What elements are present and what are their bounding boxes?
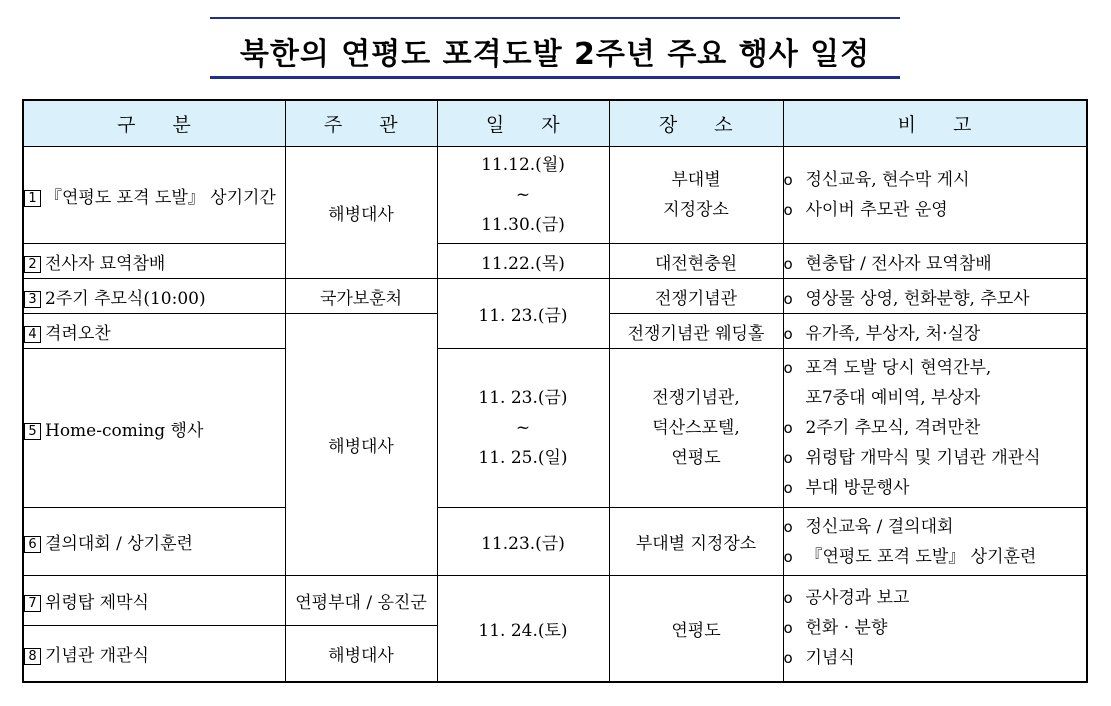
host-label: 연평부대 / 옹진군 [295, 593, 427, 613]
date-line: 11. 25.(일) [478, 448, 568, 468]
row-host [285, 576, 437, 626]
remark-text: 정신교육 / 결의대회 [805, 516, 954, 537]
title-top-rule [210, 17, 900, 19]
date-line: 11.12.(월) [481, 155, 565, 175]
row-category [23, 147, 285, 244]
row-remarks [783, 147, 1087, 244]
table-row [23, 147, 1087, 244]
place-line: 대전현충원 [654, 253, 738, 274]
item-number: 4 [24, 326, 41, 343]
table-row [23, 244, 1087, 279]
table-row [23, 279, 1087, 314]
remark-text: 포7중대 예비역, 부상자 [805, 388, 981, 408]
place-line: 지정장소 [663, 200, 729, 220]
date-line: ~ [515, 418, 531, 438]
remark-item [784, 443, 1087, 473]
header-host: 주 관 [285, 100, 437, 147]
remark-item [784, 473, 1087, 503]
row-place [609, 244, 783, 279]
row-host [285, 279, 437, 314]
row-place [609, 508, 783, 576]
remark-text: 유가족, 부상자, 처·실장 [805, 323, 981, 344]
remark-text: 현충탑 / 전사자 묘역참배 [805, 253, 992, 274]
circle-bullet-icon: o [783, 619, 793, 638]
place-line: 덕산스포텔, [652, 418, 740, 438]
row-place [609, 279, 783, 314]
date-line: 11.23.(금) [481, 534, 565, 554]
date-line: 11.30.(금) [481, 215, 565, 235]
page-title: 북한의 연평도 포격도발 2주년 주요 행사 일정 [239, 37, 871, 72]
place-line: 전쟁기념관 [654, 288, 738, 309]
host-label: 국가보훈처 [319, 288, 403, 309]
circle-bullet-icon: o [783, 289, 793, 308]
remark-item [784, 512, 1087, 542]
row-category [23, 314, 285, 349]
remark-item [784, 643, 1087, 673]
item-number: 1 [24, 190, 41, 207]
remark-text: 헌화 · 분향 [805, 618, 888, 639]
remark-text: 기념식 [805, 648, 855, 669]
item-number: 6 [24, 536, 41, 553]
place-line: 연평도 [671, 620, 721, 641]
remark-text: 『연평도 포격 도발』 상기훈련 [805, 546, 1037, 567]
category-label: Home-coming 행사 [45, 420, 204, 441]
circle-bullet-icon: o [783, 201, 793, 219]
row-remarks [783, 508, 1087, 576]
item-number: 8 [24, 648, 41, 665]
remark-text: 위령탑 개막식 및 기념관 개관식 [805, 448, 1041, 468]
circle-bullet-icon: o [783, 449, 793, 467]
circle-bullet-icon: o [783, 517, 793, 536]
remark-text: 포격 도발 당시 현역간부, [805, 358, 992, 378]
circle-bullet-icon: o [783, 359, 793, 377]
remark-item [784, 383, 1087, 413]
place-line: 전쟁기념관, [652, 388, 740, 408]
category-label: 결의대회 / 상기훈련 [45, 534, 193, 554]
place-line: 연평도 [671, 448, 721, 468]
row-category [23, 576, 285, 626]
remark-text: 부대 방문행사 [805, 478, 910, 498]
remark-item [784, 583, 1087, 613]
remark-text: 공사경과 보고 [805, 588, 910, 609]
category-label: 격려오찬 [45, 323, 111, 344]
remark-item [784, 413, 1087, 443]
remark-text: 영상물 상영, 헌화분향, 추모사 [805, 288, 1030, 309]
table-row [23, 349, 1087, 508]
row-host [285, 314, 437, 576]
host-label: 해병대사 [328, 437, 394, 457]
date-line: 11. 23.(금) [478, 306, 568, 326]
place-line: 부대별 [671, 170, 721, 190]
row-host [285, 147, 437, 279]
remark-item [784, 542, 1087, 572]
remark-text: 정신교육, 현수막 게시 [805, 170, 970, 190]
circle-bullet-icon: o [783, 479, 793, 497]
title-bottom-rule [210, 76, 900, 79]
remark-text: 2주기 추모식, 격려만찬 [805, 418, 981, 438]
date-line: 11.22.(목) [481, 253, 565, 274]
row-category [23, 279, 285, 314]
row-date [437, 147, 609, 244]
row-date [437, 576, 609, 682]
circle-bullet-icon: o [783, 419, 793, 437]
host-label: 해병대사 [328, 645, 394, 666]
item-number: 5 [24, 423, 41, 440]
circle-bullet-icon: o [783, 547, 793, 566]
schedule-table [22, 99, 1088, 683]
circle-bullet-icon: o [783, 324, 793, 343]
item-number: 7 [24, 595, 41, 612]
row-category [23, 349, 285, 508]
row-place [609, 576, 783, 682]
row-date [437, 349, 609, 508]
row-remarks [783, 349, 1087, 508]
remark-text: 사이버 추모관 운영 [805, 200, 948, 220]
row-place [609, 314, 783, 349]
row-category [23, 508, 285, 576]
header-date: 일 자 [437, 100, 609, 147]
host-label: 해병대사 [328, 205, 394, 225]
header-remarks: 비 고 [783, 100, 1087, 147]
table-row [23, 508, 1087, 576]
row-date [437, 244, 609, 279]
table-row [23, 576, 1087, 626]
header-row [23, 100, 1087, 147]
place-line: 전쟁기념관 웨딩홀 [627, 323, 765, 344]
header-place: 장 소 [609, 100, 783, 147]
category-label: 2주기 추모식(10:00) [45, 288, 206, 309]
remark-item [784, 613, 1087, 643]
remark-item [784, 165, 1087, 195]
row-remarks [783, 314, 1087, 349]
row-remarks [783, 244, 1087, 279]
row-host [285, 626, 437, 682]
row-date [437, 279, 609, 349]
circle-bullet-icon: o [783, 589, 793, 608]
date-line: ~ [515, 185, 531, 205]
remark-item [784, 353, 1087, 383]
row-remarks [783, 279, 1087, 314]
row-place [609, 349, 783, 508]
date-line: 11. 24.(토) [478, 620, 568, 641]
title-block [210, 17, 900, 79]
category-label: 전사자 묘역참배 [45, 253, 166, 274]
row-category [23, 626, 285, 682]
place-line: 부대별 지정장소 [635, 534, 757, 554]
category-label: 위령탑 제막식 [45, 593, 149, 613]
circle-bullet-icon: o [783, 649, 793, 668]
date-line: 11. 23.(금) [478, 388, 568, 408]
category-label: 『연평도 포격 도발』 상기기간 [45, 187, 276, 208]
row-remarks [783, 576, 1087, 682]
row-date [437, 508, 609, 576]
row-category [23, 244, 285, 279]
item-number: 3 [24, 291, 41, 308]
category-label: 기념관 개관식 [45, 645, 149, 666]
header-category: 구 분 [23, 100, 285, 147]
item-number: 2 [24, 256, 41, 273]
circle-bullet-icon: o [783, 171, 793, 189]
circle-bullet-icon: o [783, 254, 793, 273]
row-place [609, 147, 783, 244]
remark-item [784, 195, 1087, 225]
